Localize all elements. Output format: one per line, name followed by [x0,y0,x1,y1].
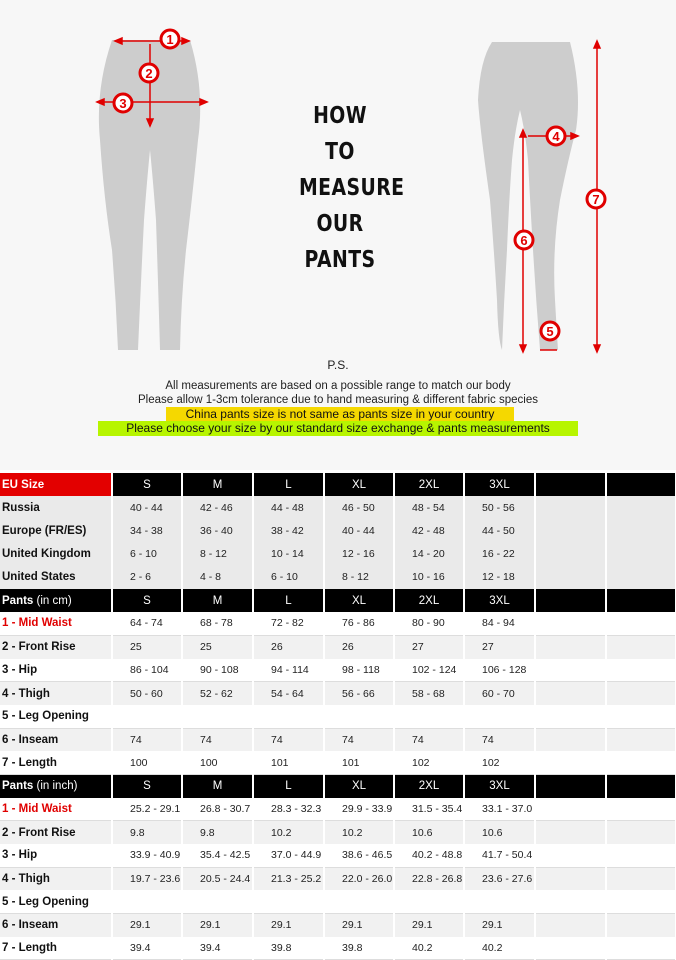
empty-cell [535,682,606,705]
note-line-1: All measurements are based on a possible range to match our body [165,380,511,392]
highlight-yellow: China pants size is not same as pants size in your country [166,407,514,422]
table-cell: 2 - 6 [112,566,182,589]
table-row [0,566,676,589]
table-cell: 10 - 14 [253,543,324,566]
table-cell: 8 - 12 [324,566,394,589]
table-cell: 102 - 124 [394,659,464,682]
table-cell: 27 [394,635,464,658]
table-cell: 4 - 8 [182,566,253,589]
row-label: 7 - Length [0,937,112,960]
row-label: Europe (FR/ES) [0,519,112,542]
table-cell: 106 - 128 [464,659,535,682]
table-cell: 27 [464,635,535,658]
empty-cell [535,844,606,867]
measurement-illustration [0,0,676,470]
table-cell: 29.1 [253,914,324,937]
table-cell [112,890,182,913]
table-cell: 10 - 16 [394,566,464,589]
empty-cell [606,914,676,937]
table-cell: 29.1 [324,914,394,937]
empty-header-cell [606,473,676,496]
empty-header-cell [606,774,676,797]
table-cell [464,890,535,913]
empty-header-cell [535,589,606,612]
table-cell: 12 - 16 [324,543,394,566]
table-cell: 98 - 118 [324,659,394,682]
empty-cell [535,566,606,589]
table-cell: 94 - 114 [253,659,324,682]
table-cell: 40.2 [464,937,535,960]
table-cell: 10.2 [324,821,394,844]
table-cell: 25 [112,635,182,658]
table-cell: 8 - 12 [182,543,253,566]
size-header-cell: L [253,473,324,496]
table-cell: 80 - 90 [394,612,464,635]
row-label: United Kingdom [0,543,112,566]
table-row [0,867,676,890]
size-header-cell: 2XL [394,774,464,797]
size-header-cell: L [253,589,324,612]
table-cell: 22.0 - 26.0 [324,867,394,890]
table-cell: 40.2 [394,937,464,960]
table-cell: 29.9 - 33.9 [324,798,394,821]
table-cell: 101 [253,751,324,774]
table-cell: 29.1 [464,914,535,937]
table-cell: 36 - 40 [182,519,253,542]
row-label: 4 - Thigh [0,867,112,890]
row-label: 6 - Inseam [0,914,112,937]
empty-cell [606,612,676,635]
empty-cell [535,751,606,774]
empty-cell [535,612,606,635]
empty-cell [535,890,606,913]
row-label: 3 - Hip [0,844,112,867]
table-cell: 40.2 - 48.8 [394,844,464,867]
empty-cell [606,543,676,566]
table-row [0,635,676,658]
size-chart-table [0,473,676,960]
size-header-cell: M [182,589,253,612]
row-label: Russia [0,496,112,519]
empty-cell [606,844,676,867]
table-cell: 74 [112,728,182,751]
table-cell: 44 - 48 [253,496,324,519]
table-cell: 28.3 - 32.3 [253,798,324,821]
table-row [0,728,676,751]
inch_table-header-row [0,774,676,797]
table-cell: 29.1 [394,914,464,937]
table-cell: 10.6 [394,821,464,844]
page-title: HOW TO MEASURE OUR PANTS [299,103,405,273]
row-label: 5 - Leg Opening [0,705,112,728]
table-cell [182,890,253,913]
empty-cell [535,659,606,682]
empty-cell [606,821,676,844]
empty-cell [606,635,676,658]
table-cell: 20.5 - 24.4 [182,867,253,890]
cm_table-header-row [0,589,676,612]
empty-cell [535,798,606,821]
row-label: 4 - Thigh [0,682,112,705]
table-cell: 10.2 [253,821,324,844]
empty-cell [606,937,676,960]
empty-cell [606,867,676,890]
table-cell: 35.4 - 42.5 [182,844,253,867]
size-header-cell: M [182,774,253,797]
table-cell: 42 - 46 [182,496,253,519]
table-cell: 26 [324,635,394,658]
row-label: 7 - Length [0,751,112,774]
table-cell: 56 - 66 [324,682,394,705]
marker-6: 6 [520,233,528,248]
empty-cell [606,798,676,821]
size-header-cell: 3XL [464,473,535,496]
table-cell [253,705,324,728]
empty-cell [535,496,606,519]
table-cell: 44 - 50 [464,519,535,542]
table-cell: 74 [324,728,394,751]
empty-header-cell [535,774,606,797]
table-cell: 46 - 50 [324,496,394,519]
row-label: 1 - Mid Waist [0,798,112,821]
size-header-cell: L [253,774,324,797]
table-cell: 50 - 56 [464,496,535,519]
table-row [0,682,676,705]
table-cell: 23.6 - 27.6 [464,867,535,890]
back-pants-silhouette [478,42,578,350]
table-cell [253,890,324,913]
table-cell: 101 [324,751,394,774]
empty-cell [606,519,676,542]
size-header-cell: 2XL [394,473,464,496]
empty-cell [606,751,676,774]
empty-cell [606,566,676,589]
empty-cell [535,937,606,960]
table-row [0,543,676,566]
table-cell: 72 - 82 [253,612,324,635]
size-header-cell: XL [324,473,394,496]
empty-cell [606,728,676,751]
table-cell: 48 - 54 [394,496,464,519]
table-cell: 68 - 78 [182,612,253,635]
table-cell: 19.7 - 23.6 [112,867,182,890]
table-cell: 26.8 - 30.7 [182,798,253,821]
table-cell: 6 - 10 [253,566,324,589]
table-cell: 26 [253,635,324,658]
empty-cell [535,728,606,751]
empty-cell [606,659,676,682]
table-cell: 74 [464,728,535,751]
size-header-cell: 3XL [464,589,535,612]
table-row [0,751,676,774]
row-label: 2 - Front Rise [0,821,112,844]
marker-2: 2 [145,66,153,81]
table-cell: 58 - 68 [394,682,464,705]
cm_table-header-label: Pants (in cm) [0,589,112,612]
highlight-green: Please choose your size by our standard size exchange & pants measurements [98,421,578,436]
table-cell: 86 - 104 [112,659,182,682]
size-header-cell: S [112,589,182,612]
table-row [0,659,676,682]
empty-cell [535,867,606,890]
note-line-2: Please allow 1-3cm tolerance due to hand measuring & different fabric species [138,394,538,406]
table-row [0,612,676,635]
empty-cell [535,914,606,937]
size_table-header-label: EU Size [0,473,112,496]
row-label: United States [0,566,112,589]
row-label: 3 - Hip [0,659,112,682]
table-cell: 74 [253,728,324,751]
row-label: 2 - Front Rise [0,635,112,658]
size_table-header-row [0,473,676,496]
empty-cell [535,821,606,844]
table-cell: 14 - 20 [394,543,464,566]
empty-cell [535,543,606,566]
table-row [0,705,676,728]
table-cell: 64 - 74 [112,612,182,635]
empty-cell [535,519,606,542]
table-cell: 40 - 44 [112,496,182,519]
empty-cell [535,635,606,658]
table-cell: 52 - 62 [182,682,253,705]
table-cell: 39.8 [253,937,324,960]
table-cell: 6 - 10 [112,543,182,566]
table-cell: 34 - 38 [112,519,182,542]
row-label: 6 - Inseam [0,728,112,751]
table-cell: 38.6 - 46.5 [324,844,394,867]
table-cell: 21.3 - 25.2 [253,867,324,890]
marker-1: 1 [166,32,174,47]
table-cell: 16 - 22 [464,543,535,566]
table-cell: 40 - 44 [324,519,394,542]
row-label: 1 - Mid Waist [0,612,112,635]
table-cell: 39.8 [324,937,394,960]
table-cell: 50 - 60 [112,682,182,705]
marker-4: 4 [552,129,560,144]
table-cell: 10.6 [464,821,535,844]
table-cell: 100 [182,751,253,774]
table-cell: 9.8 [182,821,253,844]
table-cell: 31.5 - 35.4 [394,798,464,821]
table-cell [182,705,253,728]
table-cell: 29.1 [112,914,182,937]
table-cell: 22.8 - 26.8 [394,867,464,890]
table-cell: 39.4 [182,937,253,960]
table-cell [394,705,464,728]
table-row [0,519,676,542]
table-cell: 76 - 86 [324,612,394,635]
table-cell: 74 [394,728,464,751]
table-row [0,937,676,960]
row-label: 5 - Leg Opening [0,890,112,913]
table-cell: 37.0 - 44.9 [253,844,324,867]
table-cell: 9.8 [112,821,182,844]
table-cell: 39.4 [112,937,182,960]
size-header-cell: M [182,473,253,496]
size-header-cell: S [112,774,182,797]
table-cell: 33.9 - 40.9 [112,844,182,867]
table-cell [324,705,394,728]
size-header-cell: 2XL [394,589,464,612]
table-cell: 41.7 - 50.4 [464,844,535,867]
inch_table-header-label: Pants (in inch) [0,774,112,797]
size-header-cell: XL [324,589,394,612]
table-cell: 84 - 94 [464,612,535,635]
table-cell: 42 - 48 [394,519,464,542]
empty-cell [606,682,676,705]
empty-cell [535,705,606,728]
marker-5: 5 [546,324,554,339]
table-cell: 74 [182,728,253,751]
table-row [0,890,676,913]
table-cell: 90 - 108 [182,659,253,682]
table-cell: 102 [394,751,464,774]
table-cell: 25 [182,635,253,658]
empty-header-cell [606,589,676,612]
table-cell: 12 - 18 [464,566,535,589]
size-header-cell: S [112,473,182,496]
table-cell: 33.1 - 37.0 [464,798,535,821]
marker-7: 7 [592,192,600,207]
table-cell: 38 - 42 [253,519,324,542]
table-cell: 25.2 - 29.1 [112,798,182,821]
table-cell: 54 - 64 [253,682,324,705]
table-row [0,914,676,937]
table-cell [464,705,535,728]
empty-header-cell [535,473,606,496]
table-row [0,798,676,821]
size-header-cell: XL [324,774,394,797]
table-row [0,496,676,519]
table-cell: 60 - 70 [464,682,535,705]
empty-cell [606,496,676,519]
ps-label: P.S. [327,358,349,372]
table-cell: 100 [112,751,182,774]
table-row [0,821,676,844]
empty-cell [606,890,676,913]
marker-3: 3 [119,96,127,111]
table-cell [324,890,394,913]
empty-cell [606,705,676,728]
table-cell [394,890,464,913]
table-cell [112,705,182,728]
table-cell: 29.1 [182,914,253,937]
table-row [0,844,676,867]
table-cell: 102 [464,751,535,774]
size-header-cell: 3XL [464,774,535,797]
